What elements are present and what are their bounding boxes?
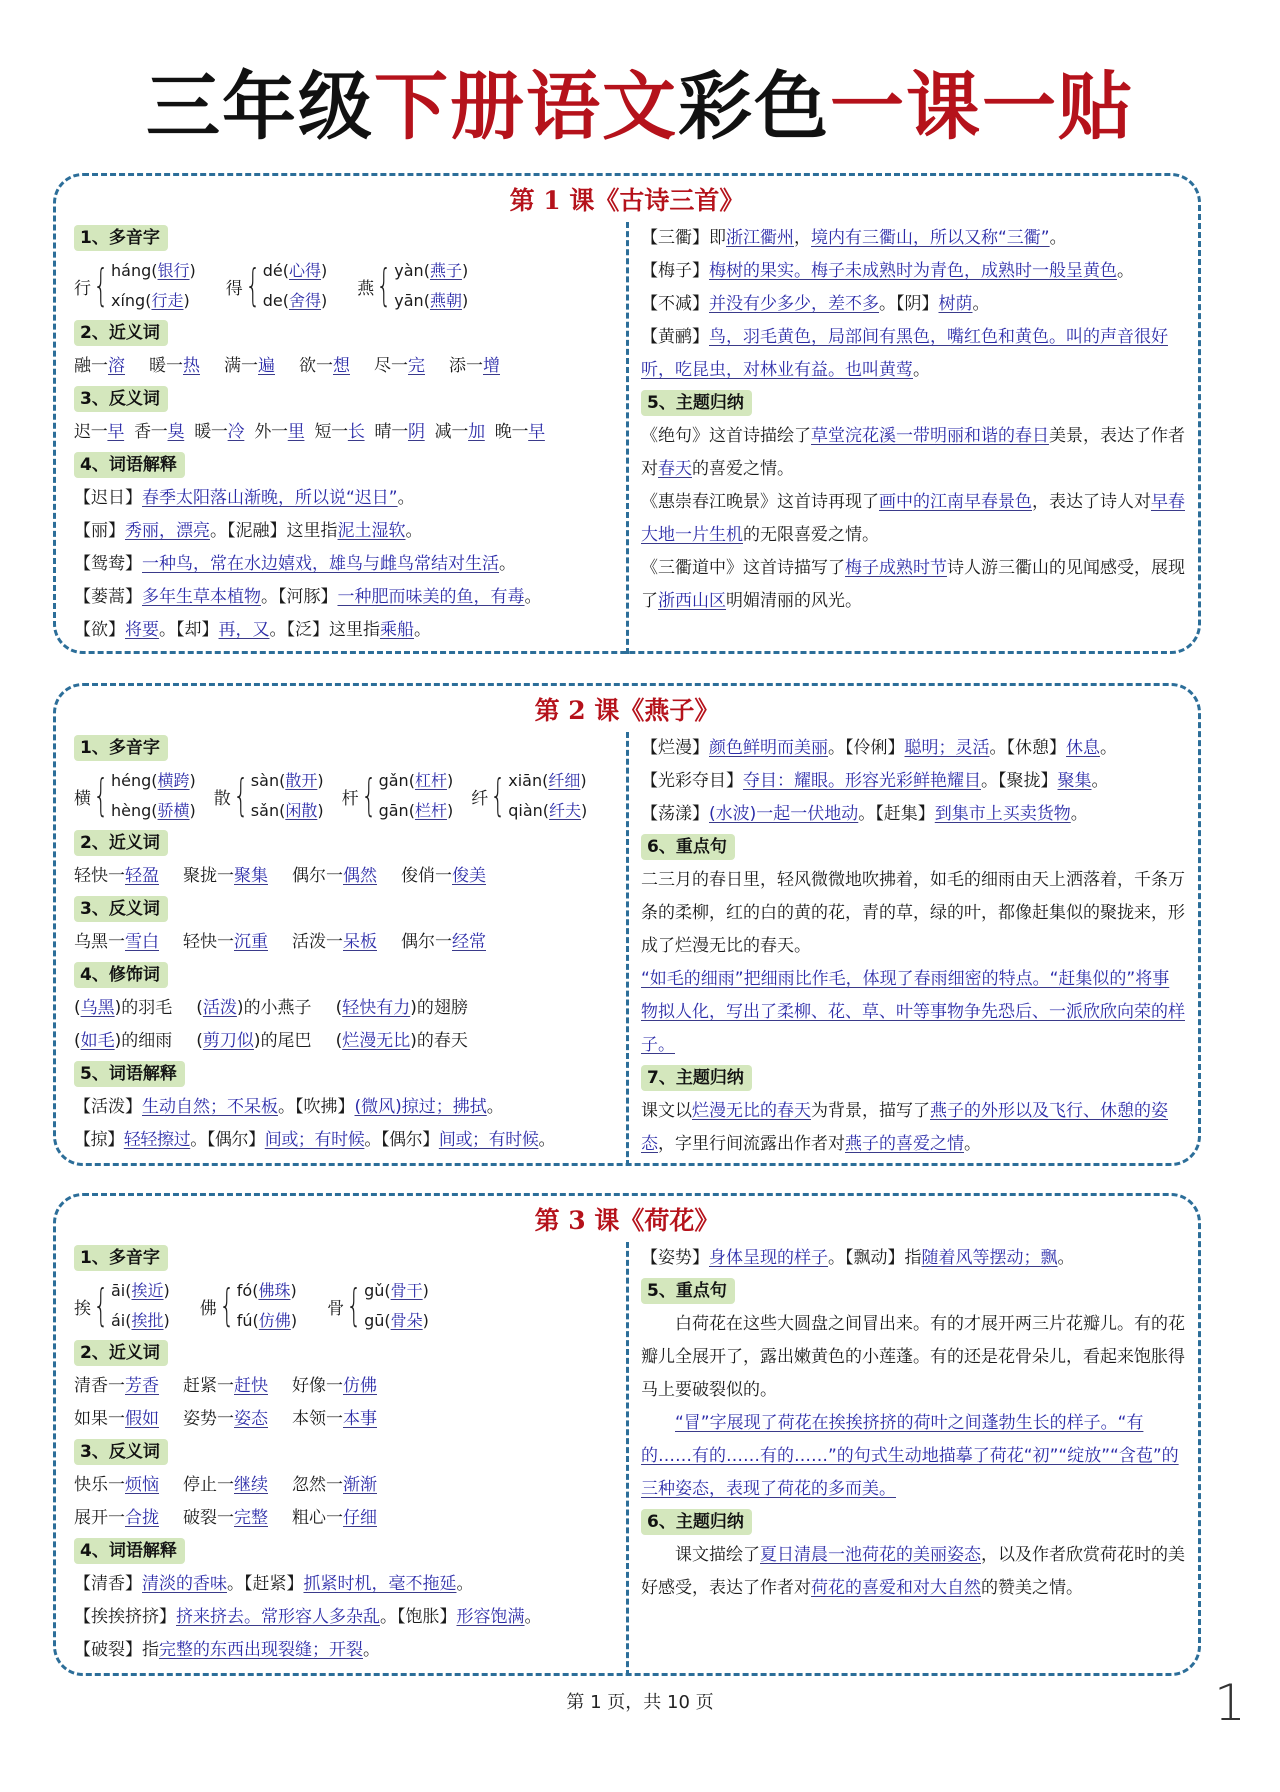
page-footer: 第 1 页，共 10 页 [566, 1692, 714, 1713]
polyphone-item: 纤 { xiān(纤细) qiàn(纤夫) [471, 766, 587, 826]
polyphone-char: 横 [74, 788, 91, 809]
definition-line: 【荡漾】(水波)一起一伏地动。【赶集】到集市上买卖货物。 [641, 804, 1088, 824]
section-label-polyphone: 1、多音字 [74, 735, 168, 761]
section-label-polyphone: 1、多音字 [74, 1245, 168, 1271]
antonym-list: 迟一早 香一臭 暖一冷 外一里 短一长 晴一阴 减一加 晚一早 [74, 422, 545, 442]
brace-icon: { [490, 770, 506, 821]
polyphone-char: 行 [74, 278, 91, 299]
definition-line: 【迟日】春季太阳落山渐晚，所以说“迟日”。 [74, 488, 415, 508]
definition-line: 【丽】秀丽，漂亮。【泥融】这里指泥土湿软。 [74, 521, 423, 541]
definition-line: 【鸳鸯】一种鸟，常在水边嬉戏，雄鸟与雌鸟常结对生活。 [74, 554, 516, 574]
section-label-antonyms: 3、反义词 [74, 386, 168, 412]
definition-line: 【破裂】指完整的东西出现裂缝；开裂。 [74, 1640, 380, 1660]
polyphone-item: 挨 { āi(挨近) ái(挨批) [74, 1276, 170, 1336]
pinyin: yàn [394, 261, 424, 280]
key-sentence-analysis: “如毛的细雨”把细雨比作毛，体现了春雨细密的特点。“赶集似的”将事物拟人化，写出了柔柳、花、草、叶等事物争先恐后、一派欣欣向荣的样子。 [641, 969, 1185, 1055]
lesson-card-2 [53, 683, 1201, 1166]
theme-paragraph: 《绝句》这首诗描绘了草堂浣花溪一带明丽和谐的春日美景，表达了作者对春天的喜爱之情。 [641, 426, 1185, 479]
polyphone-char: 佛 [199, 1298, 217, 1319]
pinyin: yān [394, 291, 424, 310]
brace-icon: { [93, 1280, 109, 1331]
example-word: 舍得 [289, 291, 322, 310]
definition-line: 【光彩夺目】夺目：耀眼。形容光彩鲜艳耀目。【聚拢】聚集。 [641, 771, 1109, 791]
section-label-key-sentence: 6、重点句 [641, 834, 735, 860]
definition-line: 【梅子】梅树的果实。梅子未成熟时为青色，成熟时一般呈黄色。 [641, 261, 1134, 281]
lesson-card-3 [53, 1193, 1201, 1676]
brace-icon: { [219, 1280, 235, 1331]
polyphone-item: 得 { dé(心得) de(舍得) [226, 256, 328, 316]
section-label-key-sentence: 5、重点句 [641, 1278, 735, 1304]
example-word: 银行 [157, 261, 190, 280]
lesson-right-column [641, 1242, 1186, 1605]
modifier-row: (如毛)的细雨 (剪刀似)的尾巴 (烂漫无比)的春天 [74, 1031, 468, 1051]
lesson-left-column [74, 222, 614, 647]
definition-line: 【姿势】身体呈现的样子。【飘动】指随着风等摆动；飘。 [641, 1248, 1075, 1268]
brace-icon: { [245, 260, 261, 311]
brace-icon: { [376, 260, 392, 311]
brace-icon: { [346, 1280, 362, 1331]
definition-line: 【掠】轻轻擦过。【偶尔】间或；有时候。【偶尔】间或；有时候。 [74, 1130, 556, 1150]
page-title [0, 62, 1280, 152]
definition-line: 【不减】并没有少多少，差不多。【阴】树荫。 [641, 294, 990, 314]
modifier-row: (乌黑)的羽毛 (活泼)的小燕子 (轻快有力)的翅膀 [74, 998, 468, 1018]
title-part-one-lesson: 一课一贴 [830, 64, 1134, 150]
pinyin: háng [111, 261, 152, 280]
polyphone-item: 行 { háng(银行) xíng(行走) [74, 256, 196, 316]
polyphone-row [74, 255, 614, 317]
section-label-synonyms: 2、近义词 [74, 830, 168, 856]
antonym-row: 快乐一烦恼 停止一继续 忽然一渐渐 [74, 1475, 377, 1495]
polyphone-char: 散 [213, 788, 231, 809]
section-label-modifiers: 4、修饰词 [74, 962, 168, 988]
lesson-right-column [641, 732, 1186, 1161]
section-label-definitions: 4、词语解释 [74, 1538, 185, 1564]
polyphone-item: 杆 { gǎn(杠杆) gān(栏杆) [342, 766, 454, 826]
example-word: 心得 [289, 261, 322, 280]
antonym-row: 展开一合拢 破裂一完整 粗心一仔细 [74, 1508, 377, 1528]
column-divider [626, 222, 629, 654]
polyphone-char: 得 [225, 278, 243, 299]
section-label-synonyms: 2、近义词 [74, 320, 168, 346]
polyphone-char: 纤 [471, 788, 489, 809]
polyphone-row [74, 1275, 614, 1337]
definition-line: 【三衢】即浙江衢州，境内有三衢山，所以又称“三衢”。 [641, 228, 1067, 248]
column-divider [626, 732, 629, 1166]
column-divider [626, 1242, 629, 1676]
polyphone-item: 散 { sàn(散开) sǎn(闲散) [214, 766, 324, 826]
polyphone-item: 佛 { fó(佛珠) fú(仿佛) [200, 1276, 297, 1336]
definition-line: 【活泼】生动自然；不呆板。【吹拂】(微风)掠过；拂拭。 [74, 1097, 504, 1117]
lesson-left-column [74, 732, 614, 1157]
section-label-theme: 7、主题归纳 [641, 1065, 752, 1091]
title-part-grade: 三年级 [146, 64, 374, 150]
section-label-theme: 6、主题归纳 [641, 1509, 752, 1535]
theme-paragraph: 《三衢道中》这首诗描写了梅子成熟时节诗人游三衢山的见闻感受，展现了浙西山区明媚清丽的风光。 [641, 558, 1185, 611]
section-label-antonyms: 3、反义词 [74, 1439, 168, 1465]
page-number: 1 [1214, 1674, 1246, 1732]
pinyin: de [262, 291, 283, 310]
synonym-row: 清香一芳香 赶紧一赶快 好像一仿佛 [74, 1376, 377, 1396]
title-part-color: 彩色 [678, 64, 830, 150]
theme-paragraph: 《惠崇春江晚景》这首诗再现了画中的江南早春景色，表达了诗人对早春大地一片生机的无限喜爱之情。 [641, 492, 1185, 545]
pinyin: xíng [111, 291, 146, 310]
section-label-definitions: 4、词语解释 [74, 452, 185, 478]
definition-line: 【烂漫】颜色鲜明而美丽。【伶俐】聪明；灵活。【休憩】休息。 [641, 738, 1117, 758]
antonym-list: 乌黑一雪白 轻快一沉重 活泼一呆板 偶尔一经常 [74, 932, 486, 952]
lesson-title: 第 1 课《古诗三首》 [509, 186, 745, 215]
pinyin: dé [262, 261, 283, 280]
brace-icon: { [93, 260, 109, 311]
definition-line: 【蒌蒿】多年生草本植物。【河豚】一种肥而味美的鱼，有毒。 [74, 587, 542, 607]
example-word: 行走 [151, 291, 184, 310]
polyphone-item: 骨 { gǔ(骨干) gū(骨朵) [327, 1276, 429, 1336]
key-sentence-analysis: “冒”字展现了荷花在挨挨挤挤的荷叶之间蓬勃生长的样子。“有的……有的……有的……”的句式生动地描摹了荷花“初”“绽放”“含苞”的三种姿态，表现了荷花的多而美。 [641, 1413, 1179, 1499]
lesson-card-1 [53, 173, 1201, 654]
definition-line: 【清香】清淡的香味。【赶紧】抓紧时机，毫不拖延。 [74, 1574, 474, 1594]
synonym-row: 如果一假如 姿势一姿态 本领一本事 [74, 1409, 377, 1429]
polyphone-item: 燕 { yàn(燕子) yān(燕朝) [357, 256, 468, 316]
section-label-definitions: 5、词语解释 [74, 1061, 185, 1087]
title-part-volume: 下册语文 [374, 64, 678, 150]
polyphone-char: 燕 [357, 278, 375, 299]
lesson-right-column [641, 222, 1186, 618]
polyphone-row [74, 765, 614, 827]
example-word: 燕子 [429, 261, 462, 280]
lesson-left-column [74, 1242, 614, 1667]
brace-icon: { [93, 770, 109, 821]
definition-line: 【欲】将要。【却】再，又。【泛】这里指乘船。 [74, 620, 431, 640]
synonym-list: 融一溶 暖一热 满一遍 欲一想 尽一完 添一增 [74, 356, 500, 376]
section-label-antonyms: 3、反义词 [74, 896, 168, 922]
definition-line: 【挨挨挤挤】挤来挤去。常形容人多杂乱。【饱胀】形容饱满。 [74, 1607, 542, 1627]
polyphone-char: 骨 [327, 1298, 345, 1319]
theme-paragraph: 课文描绘了夏日清晨一池荷花的美丽姿态，以及作者欣赏荷花时的美好感受，表达了作者对荷花的喜爱和对大自然的赞美之情。 [641, 1545, 1185, 1598]
definition-line: 【黄鹂】鸟，羽毛黄色，局部间有黑色，嘴红色和黄色。叫的声音很好听，吃昆虫，对林业有益。也叫黄莺。 [641, 327, 1168, 380]
polyphone-char: 杆 [341, 788, 359, 809]
lesson-title: 第 2 课《燕子》 [534, 696, 720, 725]
polyphone-item: 横 { héng(横跨) hèng(骄横) [74, 766, 196, 826]
key-sentence: 白荷花在这些大圆盘之间冒出来。有的才展开两三片花瓣儿。有的花瓣儿全展开了，露出嫩黄色的小莲蓬。有的还是花骨朵儿，看起来饱胀得马上要破裂似的。 [641, 1314, 1185, 1400]
example-word: 燕朝 [429, 291, 462, 310]
section-label-polyphone: 1、多音字 [74, 225, 168, 251]
polyphone-char: 挨 [74, 1298, 91, 1319]
section-label-synonyms: 2、近义词 [74, 1340, 168, 1366]
section-label-theme: 5、主题归纳 [641, 390, 752, 416]
brace-icon: { [233, 770, 249, 821]
theme-paragraph: 课文以烂漫无比的春天为背景，描写了燕子的外形以及飞行、休憩的姿态，字里行间流露出作者对燕子的喜爱之情。 [641, 1101, 1168, 1154]
lesson-title: 第 3 课《荷花》 [534, 1206, 720, 1235]
brace-icon: { [360, 770, 377, 821]
key-sentence: 二三月的春日里，轻风微微地吹拂着，如毛的细雨由天上洒落着，千条万条的柔柳，红的白的黄的花，青的草，绿的叶，都像赶集似的聚拢来，形成了烂漫无比的春天。 [641, 870, 1185, 956]
synonym-list: 轻快一轻盈 聚拢一聚集 偶尔一偶然 俊俏一俊美 [74, 866, 486, 886]
